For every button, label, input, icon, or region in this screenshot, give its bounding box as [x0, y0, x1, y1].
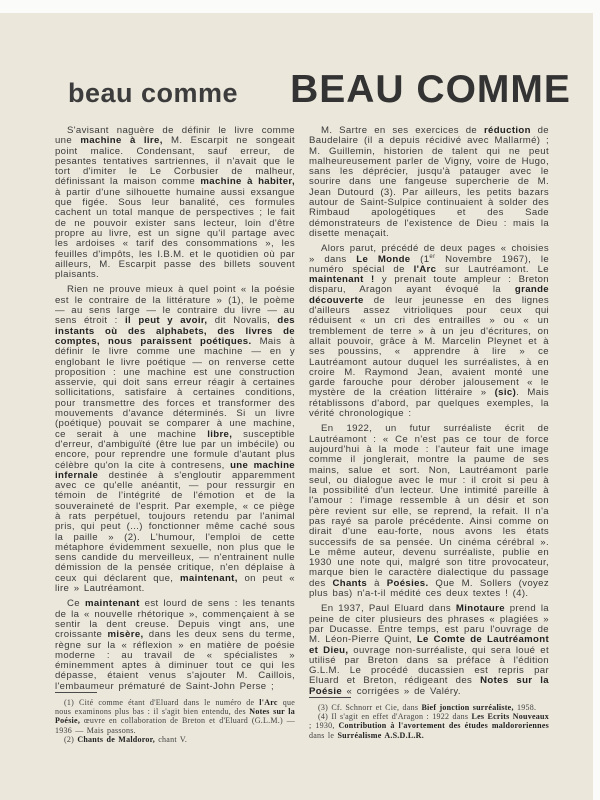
title-large: BEAU COMME: [290, 68, 571, 111]
footnote: (4) Il s'agit en effet d'Aragon : 1922 dans Les Ecrits Nouveaux ; 1930, Contribution à l'avortement des études maldororiennes dans le Surréalisme A.S.D.L.R.: [309, 712, 549, 740]
right-paragraphs: [309, 126, 549, 697]
paragraph: En 1922, un futur surréaliste écrit de Lautréamont : « Ce n'est pas ce tour de force aujourd'hui à la mode : l'auteur fait une image comme il jonglerait, montre la paume de ses mains, salue et sort. Non, Lautréamont parle seul, ou dialogue avec le mur : il croit si peu à la possibilité d'un lecteur. Une intimité pareille à l'amour : l'image ressemble à un désir et son père revient sur elle, se reprend, la refait. Il n'a pas rayé sa parole précédente. Ainsi comme on dirait d'une eau-forte, nous avons les états successifs de sa pensée. Un cinéma cérébral ». Le même auteur, devenu surréaliste, publie en 1930 une note qui, malgré son titre provocateur, marque bien le caractère dialectique du passage des Chants à Poésies. Que M. Sollers (voyez plus bas) n'a-t-il médité ces deux textes ! (4).: [309, 423, 549, 600]
scan-margin-right: [593, 0, 600, 800]
scan-margin-top: [0, 0, 600, 13]
article-columns: [55, 125, 550, 744]
footnote-rule: [309, 697, 351, 698]
paragraph: En 1937, Paul Eluard dans Minotaure prend la peine de citer plusieurs des phrases « plagiées » par Ducasse. Entre temps, est paru l'ouvrage de M. Léon-Pierre Quint, Le Comte de Lautréamont et Dieu, ouvrage non-surréaliste, qui sera loué et utilisé par Breton dans sa préface à l'édition G.L.M. Le procédé ducassien est repris par Eluard et Breton, rédigeant des Notes sur la Poésie « corrigées » de Valéry.: [309, 603, 549, 697]
left-footnotes: [55, 698, 295, 744]
left-column: [55, 125, 296, 744]
footnote: (2) Chants de Maldoror, chant V.: [64, 734, 188, 744]
paragraph: Alors parut, précédé de deux pages « choisies » dans Le Monde (1er Novembre 1967), le numéro spécial de l'Arc sur Lautréamont. Le maintenant ! y prenait toute ampleur : Breton disparu, Aragon ayant évoqué la grande découverte de leur jeunesse en des lignes d'ailleurs assez vitrioliques pour ceux qui réduisent « un cri des entrailles » ou « un tremblement de terre » à un jeu d'écritures, on allait pouvoir, grâce à M. Marcelin Pleynet et à ses poussins, « apprendre à lire » ce Lautréamont autour duquel les surréalistes, à en croire M. Raymond Jean, avaient monté une garde farouche pour dérober jalousement « le mystère de la création littéraire » (sic). Mais rétablissons d'abord, par quelques exemples, la vérité chronologique :: [309, 243, 550, 420]
left-paragraphs: [55, 126, 295, 692]
footnote: (3) Cf. Schnorr et Cie, dans Bief jonction surréaliste, 1958.: [318, 703, 537, 713]
paragraph: S'avisant naguère de définir le livre comme une machine à lire, M. Escarpit ne songeait point malice. Condensant, sauf erreur, de pesantes tentatives sartriennes, il n'avait que le tort d'imiter le Le Corbusier de malheur, définissant la maison comme machine à habiter, à partir d'une silhouette humaine aussi exsangue que figée. Sous leur banalité, ces formules cachent un total manque de perspectives ; le fait de ne pouvoir exister sans lecteur, loin d'être propre au livre, est un signe qu'il partage avec les ardoises « tarif des consommations », les feuilles d'impôts, les I.B.M. et le quotidien où par ailleurs, M. Escarpit passe des billets souvent plaisants.: [55, 125, 296, 281]
title-small: beau comme: [68, 78, 239, 108]
right-footnotes: [309, 703, 549, 740]
paragraph: M. Sartre en ses exercices de réduction de Baudelaire (il a depuis récidivé avec Mallarmé) ; M. Guillemin, historien de talent qui ne peut malheureusement parler de Vigny, voire de Hugo, sans les déprécier, jusqu'à patauger avec le sourire dans une fangeuse supercherie de M. Jean Dutourd (3). Par ailleurs, les petits bazars autour de Saint-Sulpice continuaient à solder des Rimbaud apologétiques et des Sade démonstrateurs de l'existence de Dieu : mais la disette menaçait.: [309, 125, 549, 239]
paragraph: Ce maintenant est lourd de sens : les tenants de la « nouvelle rhétorique », commençaient à se sentir la dent creuse. Depuis vingt ans, une croissante misère, dans les deux sens du terme, règne sur la « réflexion » en matière de poésie moderne : au travail de « spécialistes » éminemment aptes à diminuer tout ce qui les dépasse, étaient venus s'ajouter M. Caillois, l'embaumeur prématuré de Saint-John Perse ;: [55, 598, 295, 692]
paragraph: Rien ne prouve mieux à quel point « la poésie est le contraire de la littérature » (1), le poème — au sens large — le contraire du livre — au sens étroit : il peut y avoir, dit Novalis, des instants où des alphabets, des livres de comptes, nous paraissent poétiques. Mais à définir le livre comme une machine — en y englobant le livre poétique — on renverse cette proposition : une machine est une construction asservie, qui doit sans erreur réagir à certaines sollicitations, satisfaire à certaines conditions, pour transmettre des forces et transformer des mouvements d'avance déterminés. Si un livre (poétique) pouvait se comparer à une machine, ce serait à une machine libre, susceptible d'erreur, d'ambiguïté (être lue par un imbécile) ou encore, pour reprendre une formule d'autant plus célèbre qu'on la cite à contresens, une machine infernale destinée à s'engloutir apparemment avec ce qu'elle anéantit, — pour ressurgir en témoin de l'intégrité de l'émotion et de la souveraineté de l'esprit. Par exemple, « ce piège à rats perpétuel, toujours retendu par l'animal pris, qui peut (...) fonctionner même caché sous la paille » (2). L'humour, l'emploi de cette métaphore évidemment sexuelle, non plus que le sens candide du merveilleux, — n'entrainent nulle démission de la pensée critique, n'en déplaise à ceux qui déclarent que, maintenant, on peut « lire » Lautréamont.: [55, 284, 296, 595]
left-footnote-block: [55, 692, 295, 744]
right-column: [309, 126, 549, 738]
page-title: [68, 68, 571, 112]
footnote-rule: [55, 692, 97, 693]
right-footnote-block: [309, 697, 549, 740]
footnote: (1) Cité comme étant d'Eluard dans le numéro de l'Arc que nous examinons plus bas : il s'agit bien entendu, des Notes sur la Poésie, œuvre en collaboration de Breton et d'Eluard (G.L.M.) — 1936 — Mais passons.: [55, 698, 295, 735]
